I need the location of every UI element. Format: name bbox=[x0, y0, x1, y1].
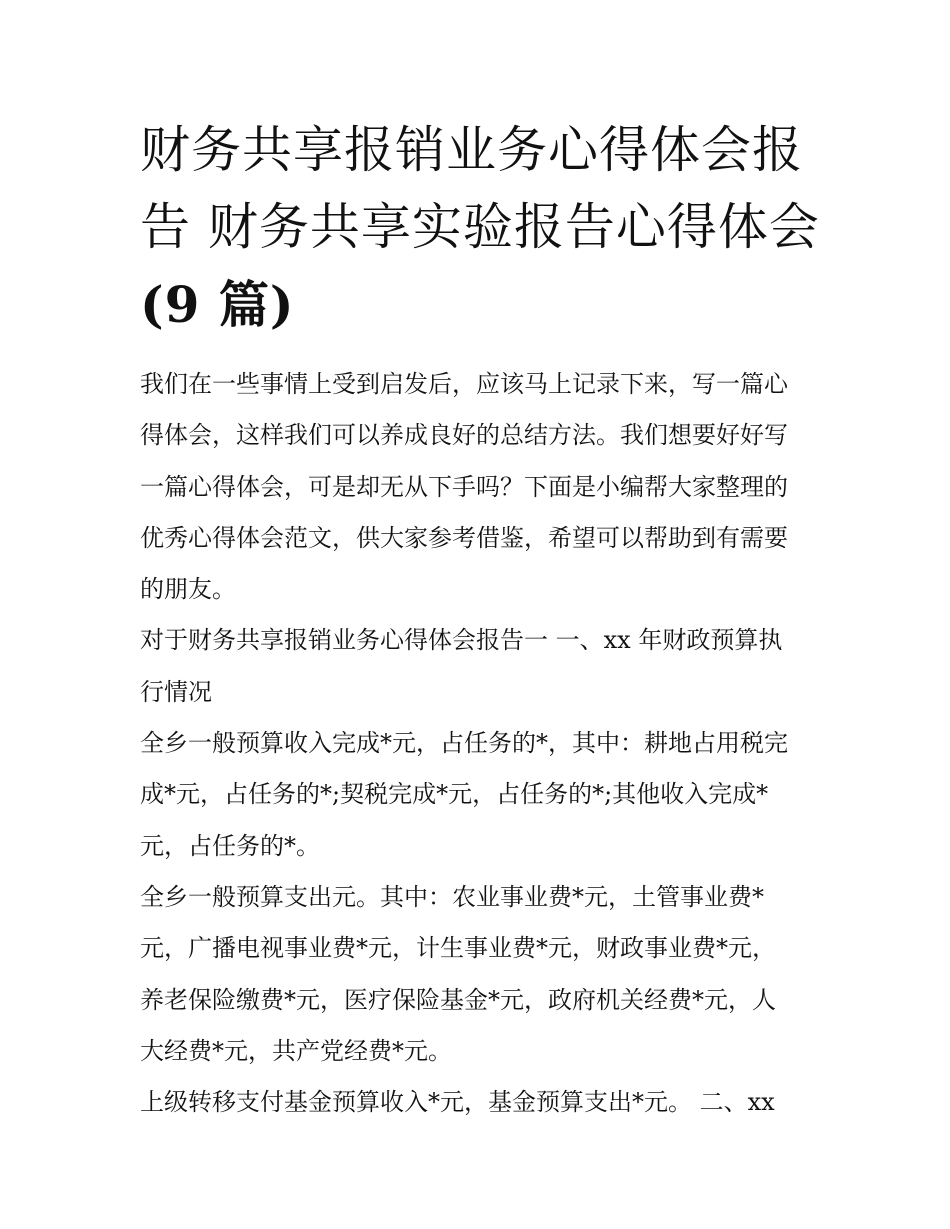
document-body bbox=[140, 359, 820, 1128]
body-line: 得体会，这样我们可以养成良好的总结方法。我们想要好好写 bbox=[140, 421, 788, 450]
body-line: 行情况 bbox=[140, 677, 212, 706]
body-line: 我们在一些事情上受到启发后，应该马上记录下来，写一篇心 bbox=[140, 370, 788, 398]
document-title bbox=[140, 112, 820, 343]
body-line: 大经费*元，共产党经费*元。 bbox=[140, 1036, 452, 1065]
body-line: 对于财务共享报销业务心得体会报告一 一、xx 年财政预算执 bbox=[140, 626, 783, 655]
title-line: 财务共享报销业务心得体会报 bbox=[140, 121, 803, 179]
body-line: 一篇心得体会，可是却无从下手吗？下面是小编帮大家整理的 bbox=[140, 472, 788, 501]
document-content bbox=[140, 112, 820, 1128]
title-line: 告 财务共享实验报告心得体会 bbox=[140, 198, 820, 256]
body-line: 成*元，占任务的*;契税完成*元，占任务的*;其他收入完成* bbox=[140, 780, 769, 809]
body-line: 全乡一般预算支出元。其中：农业事业费*元，土管事业费* bbox=[140, 882, 764, 911]
body-line: 的朋友。 bbox=[140, 575, 236, 604]
body-line: 元，广播电视事业费*元，计生事业费*元，财政事业费*元， bbox=[140, 934, 776, 963]
body-line: 元，占任务的*。 bbox=[140, 831, 320, 860]
body-line: 养老保险缴费*元，医疗保险基金*元，政府机关经费*元，人 bbox=[140, 985, 776, 1014]
title-line: (9 篇) bbox=[140, 275, 295, 334]
body-line: 全乡一般预算收入完成*元，占任务的*，其中：耕地占用税完 bbox=[140, 729, 788, 758]
body-line: 上级转移支付基金预算收入*元，基金预算支出*元。 二、xx bbox=[140, 1088, 775, 1117]
body-line: 优秀心得体会范文，供大家参考借鉴，希望可以帮助到有需要 bbox=[140, 523, 788, 552]
